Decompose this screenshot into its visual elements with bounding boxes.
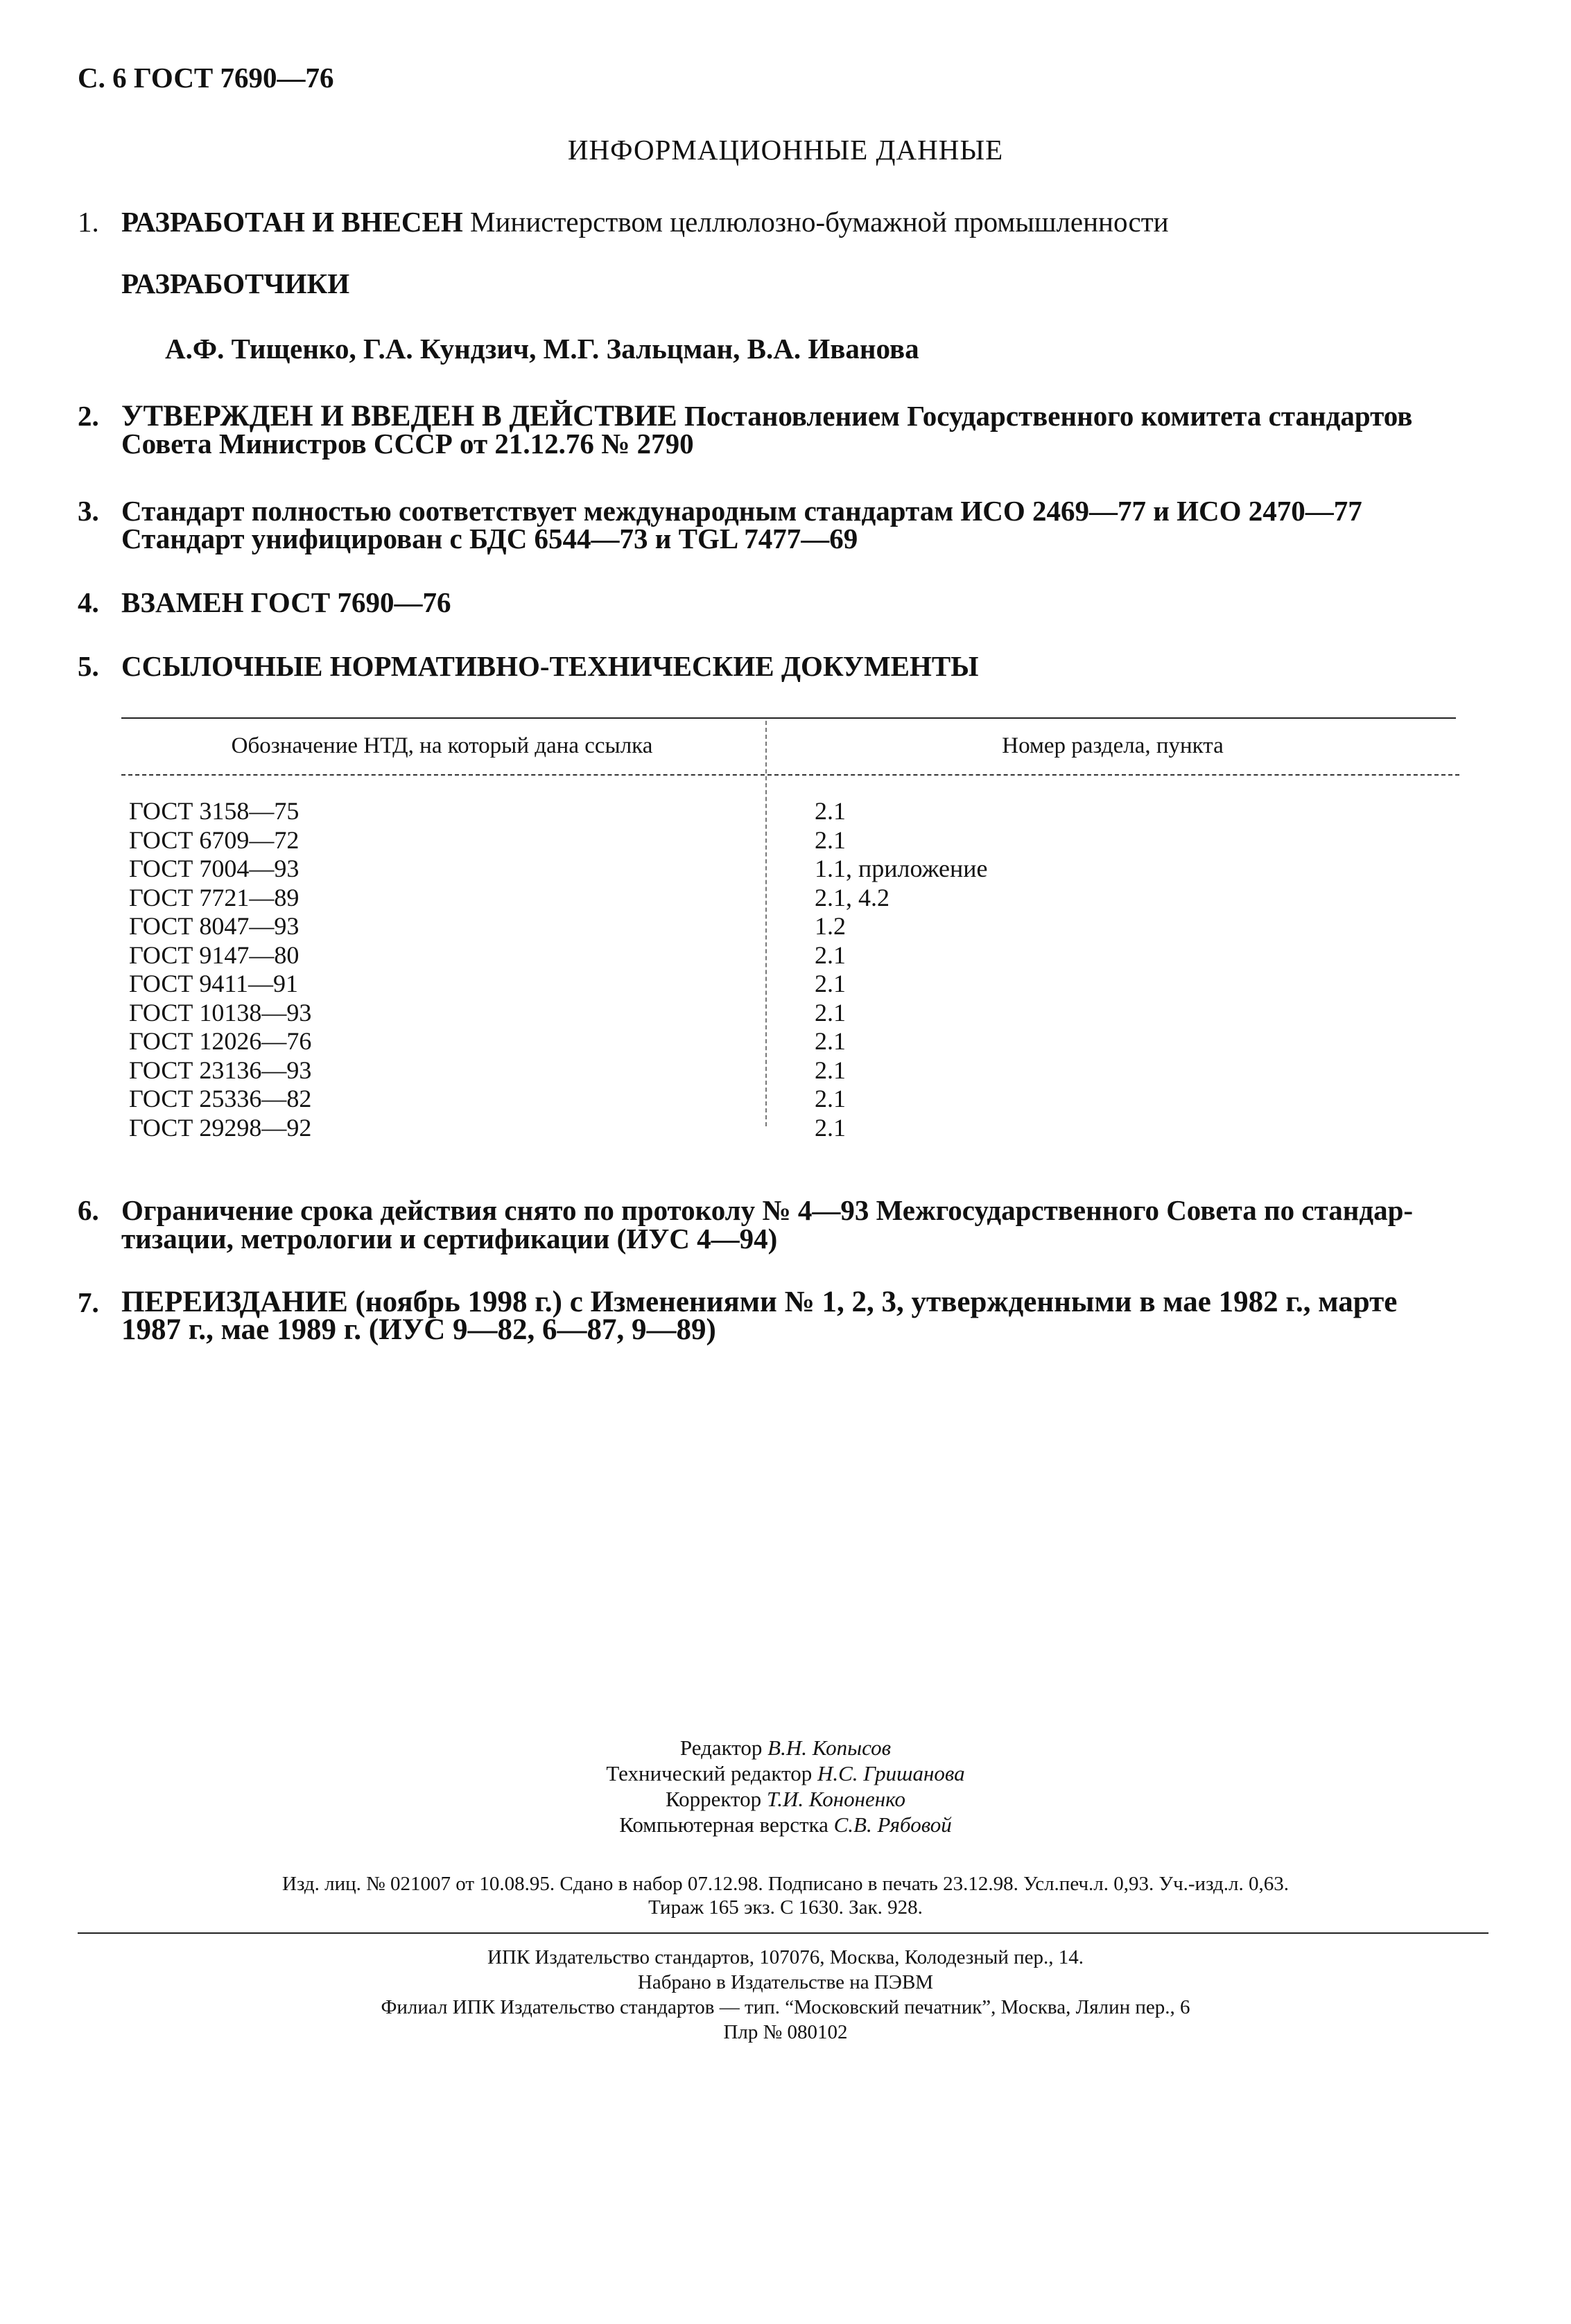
table-cell-doc: ГОСТ 23136—93 [129, 1056, 312, 1084]
table-cell-ref: 2.1 [815, 1027, 846, 1055]
credit-corrector [0, 1788, 1571, 1811]
credit-editor-name: В.Н. Копысов [767, 1736, 892, 1760]
table-cell-doc: ГОСТ 7721—89 [129, 884, 300, 911]
table-cell-doc: ГОСТ 10138—93 [129, 999, 312, 1026]
item-6-line1: Ограничение срока действия снято по протоколу № 4—93 Межгосударственного Совета по стандар- [121, 1194, 1414, 1226]
page-header: С. 6 ГОСТ 7690—76 [78, 62, 334, 94]
table-col1-header: Обозначение НТД, на который дана ссылка [231, 733, 653, 758]
item-2-lead: УТВЕРЖДЕН И ВВЕДЕН В ДЕЙСТВИЕ [121, 400, 677, 433]
credit-corrector-name: Т.И. Кононенко [766, 1787, 905, 1811]
table-cell-ref: 2.1 [815, 970, 846, 997]
table-cell-ref: 2.1 [815, 941, 846, 969]
table-cell-doc: ГОСТ 7004—93 [129, 855, 300, 882]
table-cell-doc: ГОСТ 29298—92 [129, 1114, 312, 1142]
item-1-text [121, 206, 1169, 238]
table-top-rule [121, 717, 1456, 719]
item-3-line2: Стандарт унифицирован с БДС 6544—73 и TGL 7477—69 [121, 523, 858, 554]
credit-layout-label: Компьютерная верстка [619, 1812, 828, 1837]
table-cell-doc: ГОСТ 8047—93 [129, 912, 300, 940]
table-cell-doc: ГОСТ 12026—76 [129, 1027, 312, 1055]
imprint-line-6: Плр № 080102 [723, 2021, 848, 2043]
table-cell-ref: 1.1, приложение [815, 855, 988, 882]
item-6-number: 6. [78, 1194, 99, 1226]
item-4-number: 4. [78, 586, 99, 618]
item-7-line1: ПЕРЕИЗДАНИЕ (ноябрь 1998 г.) с Изменениями № 1, 2, 3, утвержденными в мае 1982 г., марте [121, 1286, 1398, 1318]
table-cell-ref: 2.1 [815, 1056, 846, 1084]
table-cell-ref: 2.1 [815, 1085, 846, 1112]
item-2-body: Постановлением Государственного комитета стандартов [677, 400, 1413, 432]
item-3-line1: Стандарт полностью соответствует международным стандартам ИСО 2469—77 и ИСО 2470—77 [121, 495, 1362, 527]
credit-layout [0, 1813, 1571, 1837]
item-5-number: 5. [78, 650, 99, 682]
item-1-body: Министерством целлюлозно-бумажной промышленности [462, 206, 1169, 238]
credit-editor-label: Редактор [679, 1736, 763, 1760]
table-cell-doc: ГОСТ 6709—72 [129, 826, 300, 854]
item-5-text: ССЫЛОЧНЫЕ НОРМАТИВНО-ТЕХНИЧЕСКИЕ ДОКУМЕНТЫ [121, 650, 979, 682]
table-cell-doc: ГОСТ 25336—82 [129, 1085, 312, 1112]
credit-tech-editor-label: Технический редактор [606, 1761, 813, 1785]
table-col2-header: Номер раздела, пункта [1002, 733, 1224, 758]
table-cell-doc: ГОСТ 9147—80 [129, 941, 300, 969]
table-cell-ref: 1.2 [815, 912, 846, 940]
imprint-rule [78, 1932, 1488, 1934]
item-1-number: 1. [78, 206, 99, 238]
credit-tech-editor [0, 1762, 1571, 1785]
table-cell-doc: ГОСТ 3158—75 [129, 797, 300, 825]
page-title: ИНФОРМАЦИОННЫЕ ДАННЫЕ [567, 134, 1004, 166]
imprint-line-5: Филиал ИПК Издательство стандартов — тип. “Московский печатник”, Москва, Лялин пер., 6 [381, 1996, 1190, 2018]
table-cell-ref: 2.1 [815, 797, 846, 825]
credit-editor [0, 1736, 1571, 1760]
credit-corrector-label: Корректор [666, 1787, 762, 1811]
table-cell-ref: 2.1, 4.2 [815, 884, 889, 911]
item-7-number: 7. [78, 1286, 99, 1318]
item-1-lead: РАЗРАБОТАН И ВНЕСЕН [121, 206, 463, 238]
imprint-line-4: Набрано в Издательстве на ПЭВМ [637, 1971, 934, 1993]
imprint-line-2: Тираж 165 экз. С 1630. Зак. 928. [648, 1896, 923, 1919]
table-column-divider [765, 721, 767, 1126]
developers-list: А.Ф. Тищенко, Г.А. Кундзич, М.Г. Зальцман, В.А. Иванова [165, 333, 919, 365]
table-cell-doc: ГОСТ 9411—91 [129, 970, 299, 997]
item-7-line2: 1987 г., мае 1989 г. (ИУС 9—82, 6—87, 9—89) [121, 1313, 716, 1346]
item-4-text: ВЗАМЕН ГОСТ 7690—76 [121, 586, 451, 618]
table-cell-ref: 2.1 [815, 826, 846, 854]
credit-tech-editor-name: Н.С. Гришанова [817, 1761, 965, 1785]
table-cell-ref: 2.1 [815, 1114, 846, 1142]
table-cell-ref: 2.1 [815, 999, 846, 1026]
item-3-number: 3. [78, 495, 99, 527]
item-2-number: 2. [78, 400, 99, 432]
item-2-line2: Совета Министров СССР от 21.12.76 № 2790 [121, 428, 694, 460]
imprint-line-3: ИПК Издательство стандартов, 107076, Москва, Колодезный пер., 14. [487, 1946, 1084, 1968]
imprint-line-1: Изд. лиц. № 021007 от 10.08.95. Сдано в набор 07.12.98. Подписано в печать 23.12.98. Усл.печ.л. 0,93. Уч.-изд.л. 0,63. [282, 1873, 1289, 1895]
developers-label: РАЗРАБОТЧИКИ [121, 268, 350, 299]
table-header-rule [121, 774, 1459, 776]
item-6-line2: тизации, метрологии и сертификации (ИУС 4—94) [121, 1223, 778, 1255]
credit-layout-name: С.В. Рябовой [833, 1812, 952, 1837]
